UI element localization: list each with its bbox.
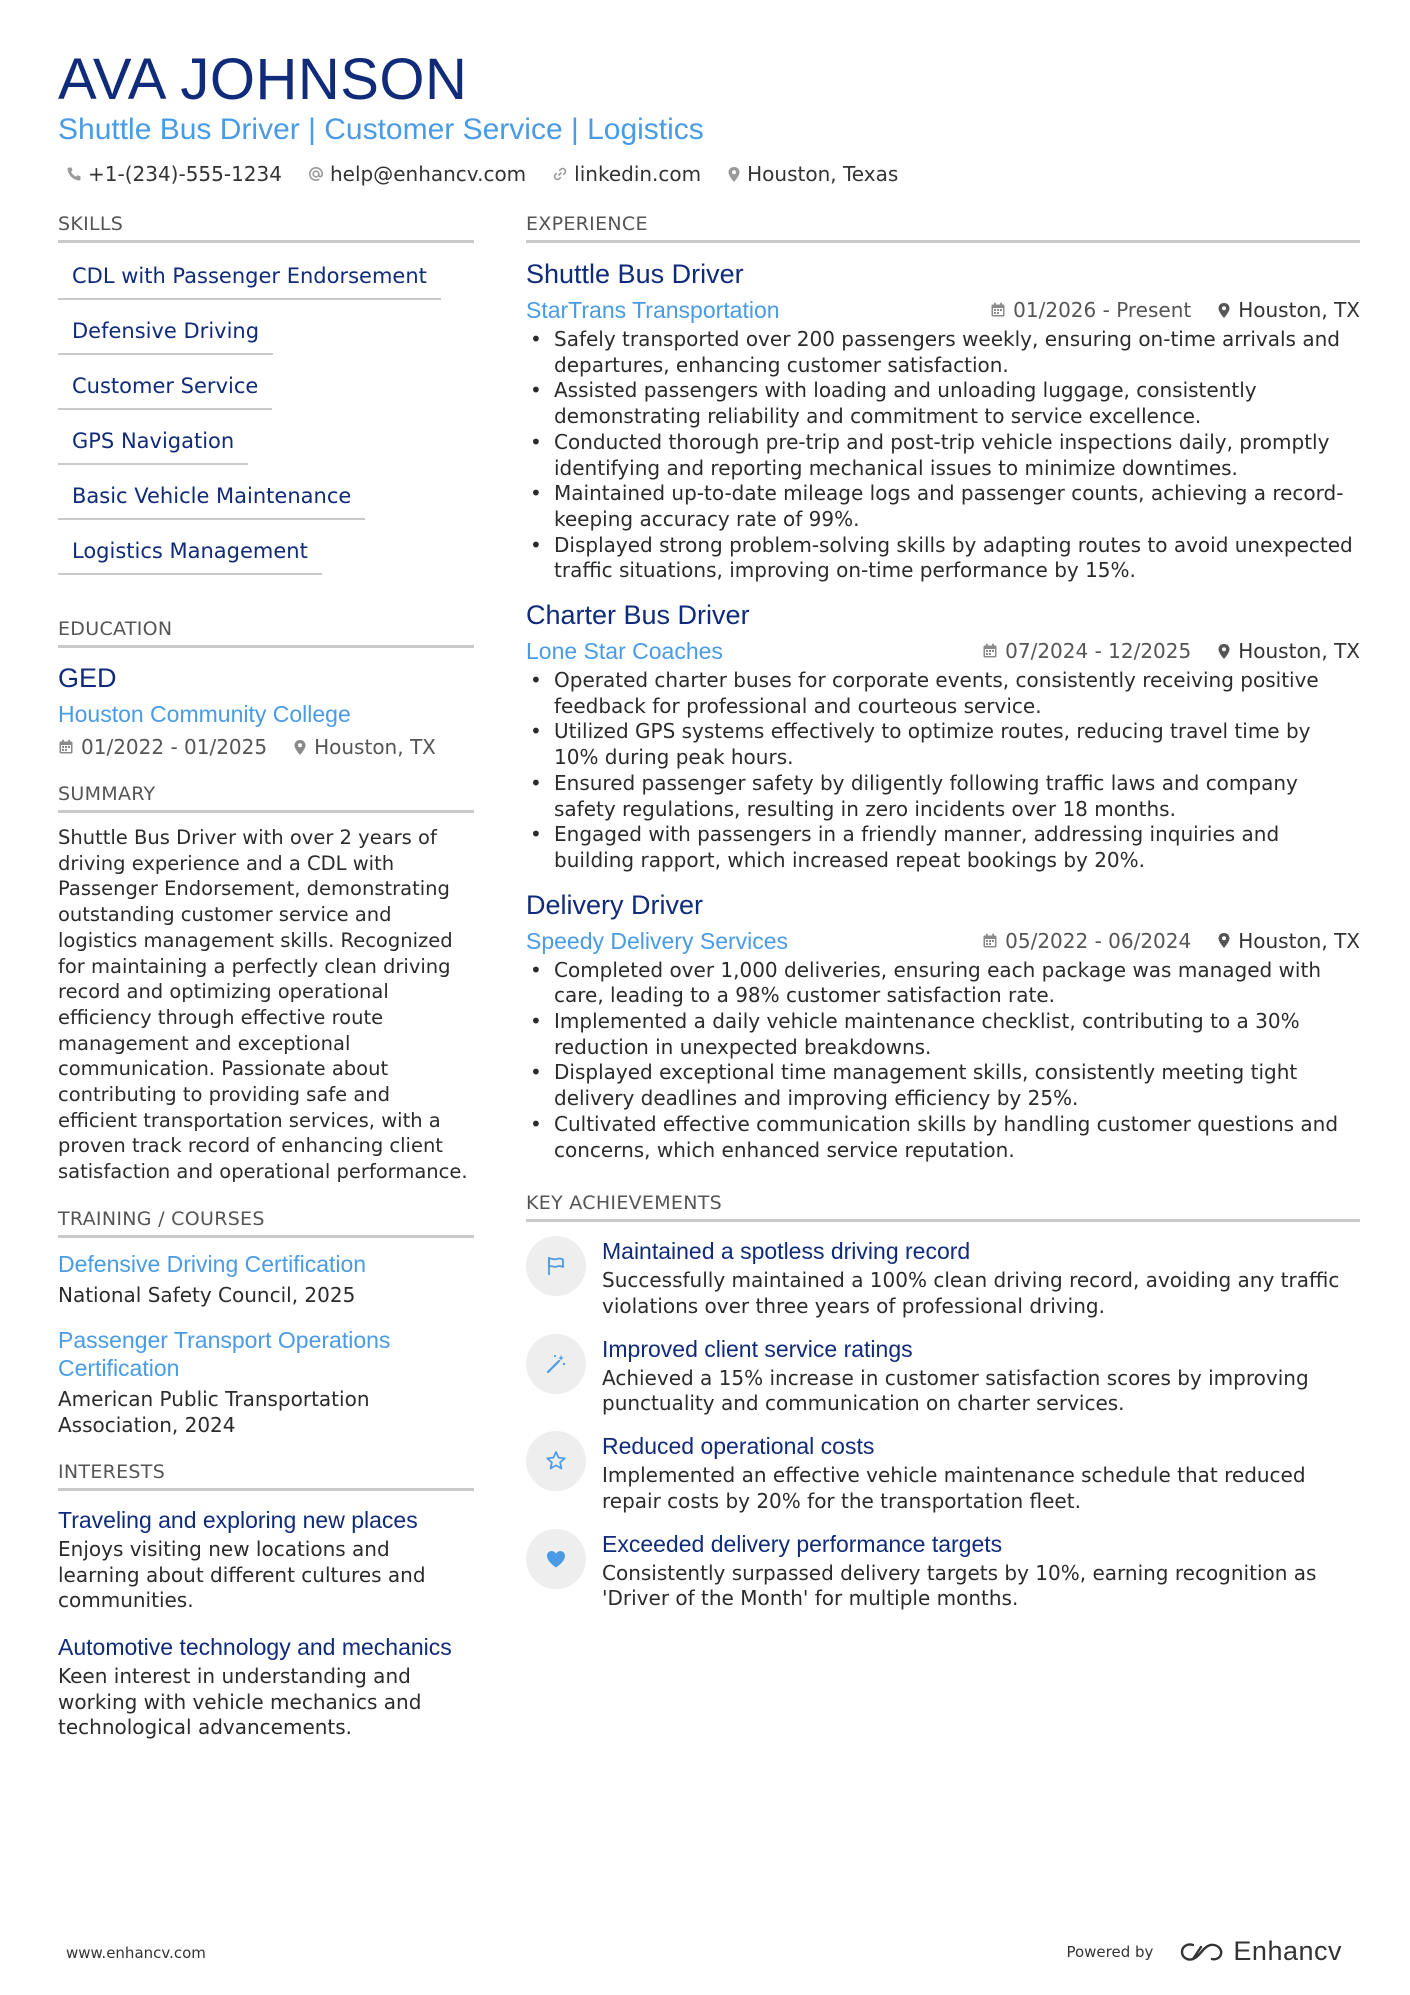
education-location: Houston, TX <box>314 735 436 759</box>
job-location: Houston, TX <box>1238 928 1360 953</box>
contact-email[interactable] <box>308 162 526 186</box>
job-location: Houston, TX <box>1238 298 1360 322</box>
summary-text: Shuttle Bus Driver with over 2 years of driving experience and a CDL with Passenger Endorsement, demonstrating outstanding customer service and logistics management skills. Recognized for maintaining a perfectly clean driving record and optimizing operational efficiency through effective route management and exceptional communication. Passionate about contributing to providing safe and efficient transportation services, with a proven track record of enhancing client satisfaction and operational performance. <box>58 826 468 1184</box>
at-icon <box>308 166 324 182</box>
education-school: Houston Community College <box>58 701 351 727</box>
skill-item: Basic Vehicle Maintenance <box>58 475 365 520</box>
skill-item: CDL with Passenger Endorsement <box>58 255 441 300</box>
phone-text: +1-(234)-555-1234 <box>88 162 282 186</box>
job-bullets <box>526 958 1360 1164</box>
heart-icon <box>544 1547 568 1571</box>
calendar-icon <box>982 643 998 659</box>
powered-by-label: Powered by <box>1066 1942 1154 1961</box>
linkedin-text: linkedin.com <box>574 162 702 186</box>
achievements-heading: KEY ACHIEVEMENTS <box>526 1191 1360 1222</box>
link-icon <box>552 166 568 182</box>
achievement-title: Maintained a spotless driving record <box>602 1238 971 1265</box>
right-column <box>526 212 1360 1612</box>
job-bullet: • Conducted thorough pre-trip and post-trip vehicle inspections daily, promptly identifying and reporting mechanical issues to minimize downtimes. <box>526 430 1360 481</box>
course-org: National Safety Council, 2025 <box>58 1282 356 1307</box>
job-bullet: • Displayed strong problem-solving skills by adapting routes to avoid unexpected traffic situations, improving on-time performance by 15%. <box>526 533 1360 584</box>
calendar-icon <box>990 302 1006 318</box>
job-bullet: • Utilized GPS systems effectively to optimize routes, reducing travel time by 10% during peak hours. <box>526 719 1360 770</box>
footer-branding[interactable] <box>1066 1936 1342 1967</box>
job-title: Delivery Driver <box>526 889 704 920</box>
candidate-name: AVA JOHNSON <box>58 47 468 112</box>
course-title: Passenger Transport Operations Certification <box>58 1326 391 1381</box>
job-bullets <box>526 668 1360 874</box>
job-bullet: • Engaged with passengers in a friendly manner, addressing inquiries and building rapport, which increased repeat bookings by 20%. <box>526 822 1360 873</box>
achievement-title: Improved client service ratings <box>602 1335 913 1362</box>
contact-location <box>727 162 898 186</box>
experience-heading: EXPERIENCE <box>526 212 1360 243</box>
enhancv-logo-icon <box>1179 1940 1225 1964</box>
education-degree: GED <box>58 663 117 693</box>
summary-heading: SUMMARY <box>58 782 474 813</box>
location-pin-icon <box>1217 302 1231 319</box>
contact-linkedin[interactable] <box>552 162 701 186</box>
contact-phone[interactable] <box>66 162 282 186</box>
achievement-item <box>526 1334 1360 1417</box>
achievement-title: Exceeded delivery performance targets <box>602 1530 1003 1557</box>
job-company: StarTrans Transportation <box>526 297 780 323</box>
education-meta <box>58 734 474 760</box>
course-title: Defensive Driving Certification <box>58 1250 367 1277</box>
location-pin-icon <box>1217 643 1231 660</box>
job-bullet: • Maintained up-to-date mileage logs and passenger counts, achieving a record-keeping accuracy rate of 99%. <box>526 481 1360 532</box>
left-column <box>58 212 474 1741</box>
skill-item: Logistics Management <box>58 530 322 575</box>
job-entry <box>526 598 1360 874</box>
flag-icon <box>544 1254 568 1278</box>
contact-bar <box>66 162 924 186</box>
job-bullet: • Implemented a daily vehicle maintenance checklist, contributing to a 30% reduction in unexpected breakdowns. <box>526 1009 1360 1060</box>
job-bullets <box>526 327 1360 584</box>
achievement-title: Reduced operational costs <box>602 1433 875 1460</box>
calendar-icon <box>982 933 998 949</box>
job-bullet: • Displayed exceptional time management skills, consistently meeting tight delivery deadlines and improving efficiency by 25%. <box>526 1060 1360 1111</box>
job-company: Lone Star Coaches <box>526 638 723 665</box>
location-pin-icon <box>1217 932 1231 949</box>
achievement-item <box>526 1236 1360 1319</box>
job-bullet: • Cultivated effective communication skills by handling customer questions and concerns, which enhanced service reputation. <box>526 1112 1360 1163</box>
skill-item: Customer Service <box>58 365 272 410</box>
magic-wand-icon <box>544 1352 568 1376</box>
course-org: American Public Transportation Association, 2024 <box>58 1386 370 1437</box>
brand-name: Enhancv <box>1233 1936 1342 1966</box>
job-dates: 01/2026 - Present <box>1013 298 1192 322</box>
calendar-icon <box>58 739 74 755</box>
education-heading: EDUCATION <box>58 617 474 648</box>
training-heading: TRAINING / COURSES <box>58 1207 474 1238</box>
job-dates: 05/2022 - 06/2024 <box>1005 928 1192 953</box>
location-text: Houston, Texas <box>747 162 899 186</box>
star-icon <box>544 1449 568 1473</box>
email-text: help@enhancv.com <box>329 162 527 186</box>
education-dates: 01/2022 - 01/2025 <box>81 735 268 759</box>
job-bullet: • Assisted passengers with loading and unloading luggage, consistently demonstrating reliability and commitment to service excellence. <box>526 378 1360 429</box>
job-entry <box>526 257 1360 584</box>
footer-website[interactable]: www.enhancv.com <box>66 1944 206 1962</box>
job-location: Houston, TX <box>1238 639 1360 664</box>
skills-list <box>58 255 474 575</box>
location-pin-icon <box>727 166 741 183</box>
achievement-desc: Implemented an effective vehicle maintenance schedule that reduced repair costs by 20% for the transportation fleet. <box>602 1463 1306 1513</box>
interest-desc: Enjoys visiting new locations and learning about different cultures and communities. <box>58 1536 426 1613</box>
skills-heading: SKILLS <box>58 212 474 243</box>
achievement-desc: Consistently surpassed delivery targets by 10%, earning recognition as 'Driver of the Month' for multiple months. <box>602 1560 1317 1611</box>
interest-desc: Keen interest in understanding and working with vehicle mechanics and technological advancements. <box>58 1663 422 1740</box>
job-bullet: • Safely transported over 200 passengers weekly, ensuring on-time arrivals and departures, enhancing customer satisfaction. <box>526 327 1360 378</box>
job-bullet: • Completed over 1,000 deliveries, ensuring each package was managed with care, leading to a 98% customer satisfaction rate. <box>526 958 1360 1009</box>
job-bullet: • Operated charter buses for corporate events, consistently receiving positive feedback for professional and courteous service. <box>526 668 1360 719</box>
achievement-item <box>526 1529 1360 1612</box>
interests-heading: INTERESTS <box>58 1460 474 1491</box>
location-pin-icon <box>293 739 307 756</box>
skill-item: GPS Navigation <box>58 420 248 465</box>
job-bullet: • Ensured passenger safety by diligently following traffic laws and company safety regulations, resulting in zero incidents over 18 months. <box>526 771 1360 822</box>
interest-title: Automotive technology and mechanics <box>58 1633 452 1660</box>
interest-title: Traveling and exploring new places <box>58 1506 418 1533</box>
job-title: Charter Bus Driver <box>526 600 750 631</box>
job-title: Shuttle Bus Driver <box>526 259 744 289</box>
phone-icon <box>66 166 82 182</box>
achievement-item <box>526 1431 1360 1514</box>
achievement-desc: Achieved a 15% increase in customer satisfaction scores by improving punctuality and communication on charter services. <box>602 1365 1309 1416</box>
job-company: Speedy Delivery Services <box>526 927 789 954</box>
skill-item: Defensive Driving <box>58 310 273 355</box>
candidate-headline: Shuttle Bus Driver | Customer Service | Logistics <box>58 113 704 146</box>
job-entry <box>526 888 1360 1164</box>
job-dates: 07/2024 - 12/2025 <box>1005 639 1192 664</box>
achievement-desc: Successfully maintained a 100% clean driving record, avoiding any traffic violations over three years of professional driving. <box>602 1268 1340 1318</box>
